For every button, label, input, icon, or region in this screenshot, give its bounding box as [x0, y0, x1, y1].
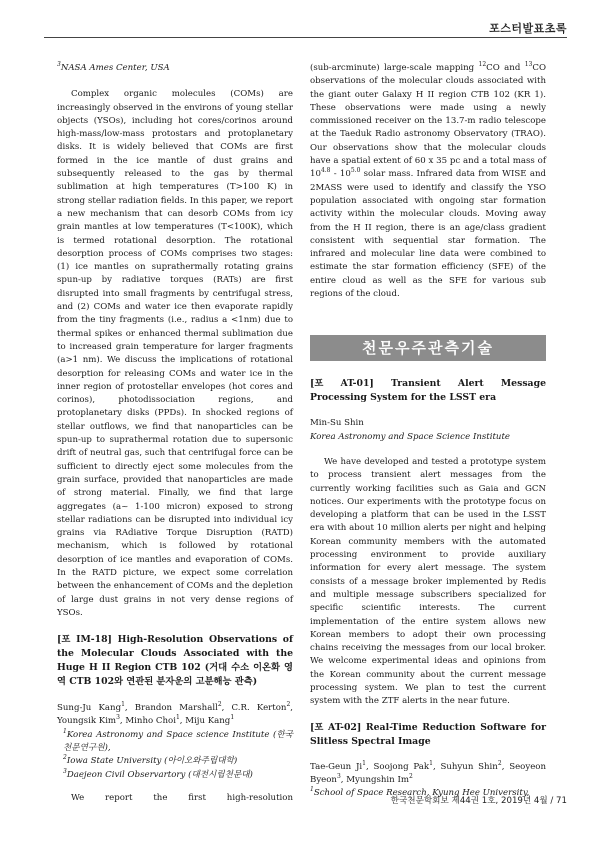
page-footer: 한국천문학회보 제44권 1호, 2019년 4월 / 71: [390, 796, 567, 806]
left-column: [57, 62, 293, 805]
abstract-authors-im18: Sung-Ju Kang$^1$, Brandon Marshall$^2$, C.R. Kerton$^2$, Youngsik Kim$^3$, Minho Choi$^1$, Miju Kang$^1$: [57, 701, 293, 727]
abstract-title-im18: [포 IM-18] High-Resolution Observations of the Molecular Clouds Associated with the Huge H II Region CTB 102 (거대 수소 이온화 영역 CTB 102와 연관된 분자운의 고분해능 관측): [57, 634, 293, 688]
affiliation-at02-1: $^1$School of Space Research, Kyung Hee University,: [310, 786, 530, 799]
affiliation-at01: Korea Astronomy and Space Science Institute: [310, 431, 511, 442]
abstract-body-at01: We have developed and tested a prototype system to process transient alert messages from the currently working facilities such as Gaia and GCN notices. Our experiments with the prototype focus on developing a platform that can be used in the LSST era with about 10 million alerts per night and helping Korean community members with the automated processing environment to provide auxiliary information for every alert message. The system consists of a message broker implemented by Redis and multiple message subscribers specialized for specific scientific interests. The current implementation of the entire system allows new Korean members to adopt their own processing chains receiving the messages from our local broker. We welcome experimental ideas and opinions from the Korean community about the current message processing system. We plan to test the current system with the ZTF alerts in the near future.: [310, 456, 546, 707]
abstract-title-at02: [포 AT-02] Real-Time Reduction Software for Slitless Spectral Image: [310, 721, 546, 747]
abstract-body-im18-start: We report the first high-resolution: [71, 792, 293, 803]
abstract-title-at01: [포 AT-01] Transient Alert Message Processing System for the LSST era: [310, 378, 546, 404]
affiliation-3b: $^3$Daejeon Civil Observartory (대전시립천문대): [63, 767, 253, 780]
affiliation-2: $^2$Iowa State University (아이오와주립대학): [63, 754, 238, 767]
abstract-author-at01: Min-Su Shin: [310, 418, 364, 429]
section-header: 포스터발표초록: [489, 22, 567, 35]
abstract-body-coms: Complex organic molecules (COMs) are increasingly observed in the environs of young stellar objects (YSOs), including hot cores/corinos around high-mass/low-mass protostars and protoplanetary disks. It is widely believed that COMs are first formed in the ice mantle of dust grains and subsequently released to the gas by thermal sublimation at high temperatures (T>100 K) in strong stellar radiation fields. In this paper, we report a new mechanism that can desorb COMs from icy grain mantles at low temperatures (T<100K), which is termed rotational desorption. The rotational desorption process of COMs comprises two stages: (1) ice mantles on suprathermally rotating grains spun-up by radiative torques (RATs) are first disrupted into small fragments by centrifugal stress, and (2) COMs and water ice then evaporate rapidly from the tiny fragments (i.e., radius a <1nm) due to thermal spikes or enhanced thermal sublimation due to increased grain temperature for larger fragments (a>1 nm). We discuss the implications of rotational desorption for releasing COMs and water ice in the inner region of protostellar envelopes (hot cores and corinos), photodissociation regions, and protoplanetary disks (PPDs). In shocked regions of stellar outflows, we find that nanoparticles can be spun-up to suprathermal rotation due to supersonic drift of neutral gas, such that centrifugal force can be sufficient to directly eject some molecules from the grain surface, provided that nanoparticles are made of strong material. Finally, we find that large aggregates (a~ 1-100 micron) exposed to strong stellar radiations can be disrupted into individual icy grains via RAdiative Torque Disruption (RATD) mechanism, which is followed by rotational desorption of ice mantles and evaporation of COMs. In the RATD picture, we expect some correlation between the enhancement of COMs and the depletion of large dust grains in not very dense regions of YSOs.: [57, 89, 293, 618]
affiliation-1: $^1$Korea Astronomy and Space science Institute (한국천문연구원),: [63, 727, 293, 754]
affiliation-3: $^3$NASA Ames Center, USA: [57, 61, 170, 73]
abstract-authors-at02: Tae-Geun Ji$^1$, Soojong Pak$^1$, Suhyun Shin$^2$, Seoyeon Byeon$^3$, Myungshin Im$^2$: [310, 759, 546, 785]
abstract-body-im18-cont: (sub-arcminute) large-scale mapping $^{12}$CO and $^{13}$CO observations of the molecular clouds associated with the giant outer Galaxy H II region CTB 102 (KR 1). These observations were made using a newly commissioned receiver on the 13.7-m radio telescope at the Taeduk Radio astronomy Observatory (TRAO). Our observations show that the molecular clouds have a spatial extent of 60 x 35 pc and a total mass of $10^{4.8} - 10^{5.0}$ solar mass. Infrared data from WISE and 2MASS were used to identify and classify the YSO population associated with ongoing star formation activity within the molecular clouds. Moving away from the H II region, there is an age/class gradient consistent with sequential star formation. The infrared and molecular line data were combined to estimate the star formation efficiency (SFE) of the entire cloud as well as the SFE for various sub regions of the cloud.: [310, 61, 546, 300]
section-banner: 천문우주관측기술: [310, 335, 546, 361]
header-rule: [44, 37, 567, 38]
right-column: [310, 62, 546, 800]
